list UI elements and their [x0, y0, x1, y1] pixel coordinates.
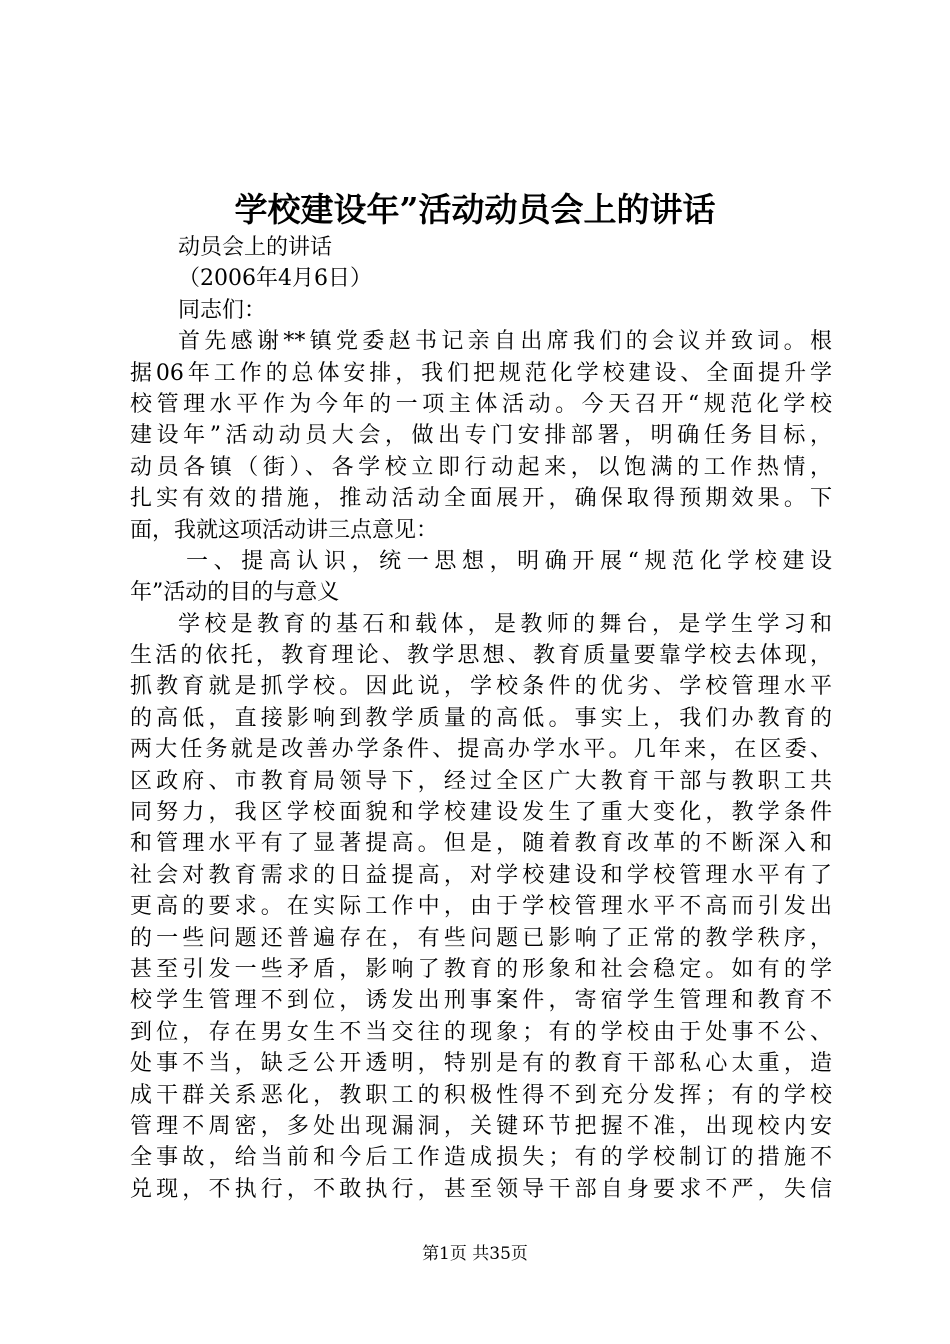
text-line: 动员会上的讲话 [178, 235, 333, 260]
text-line: 校管理水平作为今年的一项主体活动。今天召开“规范化学校 [130, 391, 832, 417]
text-line: 两大任务就是改善办学条件、提高办学水平。几年来，在区委、 [130, 737, 832, 763]
text-line: 抓教育就是抓学校。因此说，学校条件的优劣、学校管理水平 [130, 674, 832, 700]
text-line: 扎实有效的措施，推动活动全面展开，确保取得预期效果。下 [130, 486, 832, 512]
text-line: 校学生管理不到位，诱发出刑事案件，寄宿学生管理和教育不 [130, 988, 832, 1014]
text-line: （2006年4月6日） [178, 266, 372, 292]
text-line: 更高的要求。在实际工作中，由于学校管理水平不高而引发出 [130, 894, 832, 920]
section-heading: 一、提高认识，统一思想，明确开展“规范化学校建设 [186, 548, 832, 574]
text-line: 处事不当，缺乏公开透明，特别是有的教育干部私心太重，造 [130, 1051, 832, 1077]
text-line: 甚至引发一些矛盾，影响了教育的形象和社会稳定。如有的学 [130, 956, 832, 982]
text-line: 面，我就这项活动讲三点意见： [130, 517, 439, 543]
text-line: 和管理水平有了显著提高。但是，随着教育改革的不断深入和 [130, 831, 832, 857]
text-line: 成干群关系恶化，教职工的积极性得不到充分发挥；有的学校 [130, 1082, 832, 1108]
text-line: 同努力，我区学校面貌和学校建设发生了重大变化，教学条件 [130, 800, 832, 826]
text-line: 建设年”活动动员大会，做出专门安排部署，明确任务目标， [130, 423, 832, 449]
document-body [130, 232, 832, 1205]
page-footer: 第1页 共35页 [422, 1244, 528, 1264]
text-line: 兑现，不执行，不敢执行，甚至领导干部自身要求不严，失信 [130, 1176, 832, 1202]
text-line: 区政府、市教育局领导下，经过全区广大教育干部与教职工共 [130, 768, 832, 794]
text-line: 的高低，直接影响到教学质量的高低。事实上，我们办教育的 [130, 705, 832, 731]
text-line: 管理不周密，多处出现漏洞，关键环节把握不准，出现校内安 [130, 1113, 832, 1139]
section-heading: 年”活动的目的与意义 [130, 580, 340, 606]
text-line: 社会对教育需求的日益提高，对学校建设和学校管理水平有了 [130, 862, 832, 888]
text-line: 首先感谢**镇党委赵书记亲自出席我们的会议并致词。根 [178, 329, 832, 355]
text-line: 到位，存在男女生不当交往的现象；有的学校由于处事不公、 [130, 1019, 832, 1045]
text-line: 据06年工作的总体安排，我们把规范化学校建设、全面提升学 [130, 360, 832, 386]
text-line: 同志们： [178, 297, 267, 323]
text-line: 全事故，给当前和今后工作造成损失；有的学校制订的措施不 [130, 1145, 832, 1171]
text-line: 生活的依托，教育理论、教学思想、教育质量要靠学校去体现， [130, 643, 832, 669]
document-title: 学校建设年”活动动员会上的讲话 [234, 190, 716, 229]
text-line: 学校是教育的基石和载体，是教师的舞台，是学生学习和 [178, 611, 832, 637]
text-line: 的一些问题还普遍存在，有些问题已影响了正常的教学秩序， [130, 925, 832, 951]
text-line: 动员各镇（街）、各学校立即行动起来，以饱满的工作热情， [130, 454, 832, 480]
